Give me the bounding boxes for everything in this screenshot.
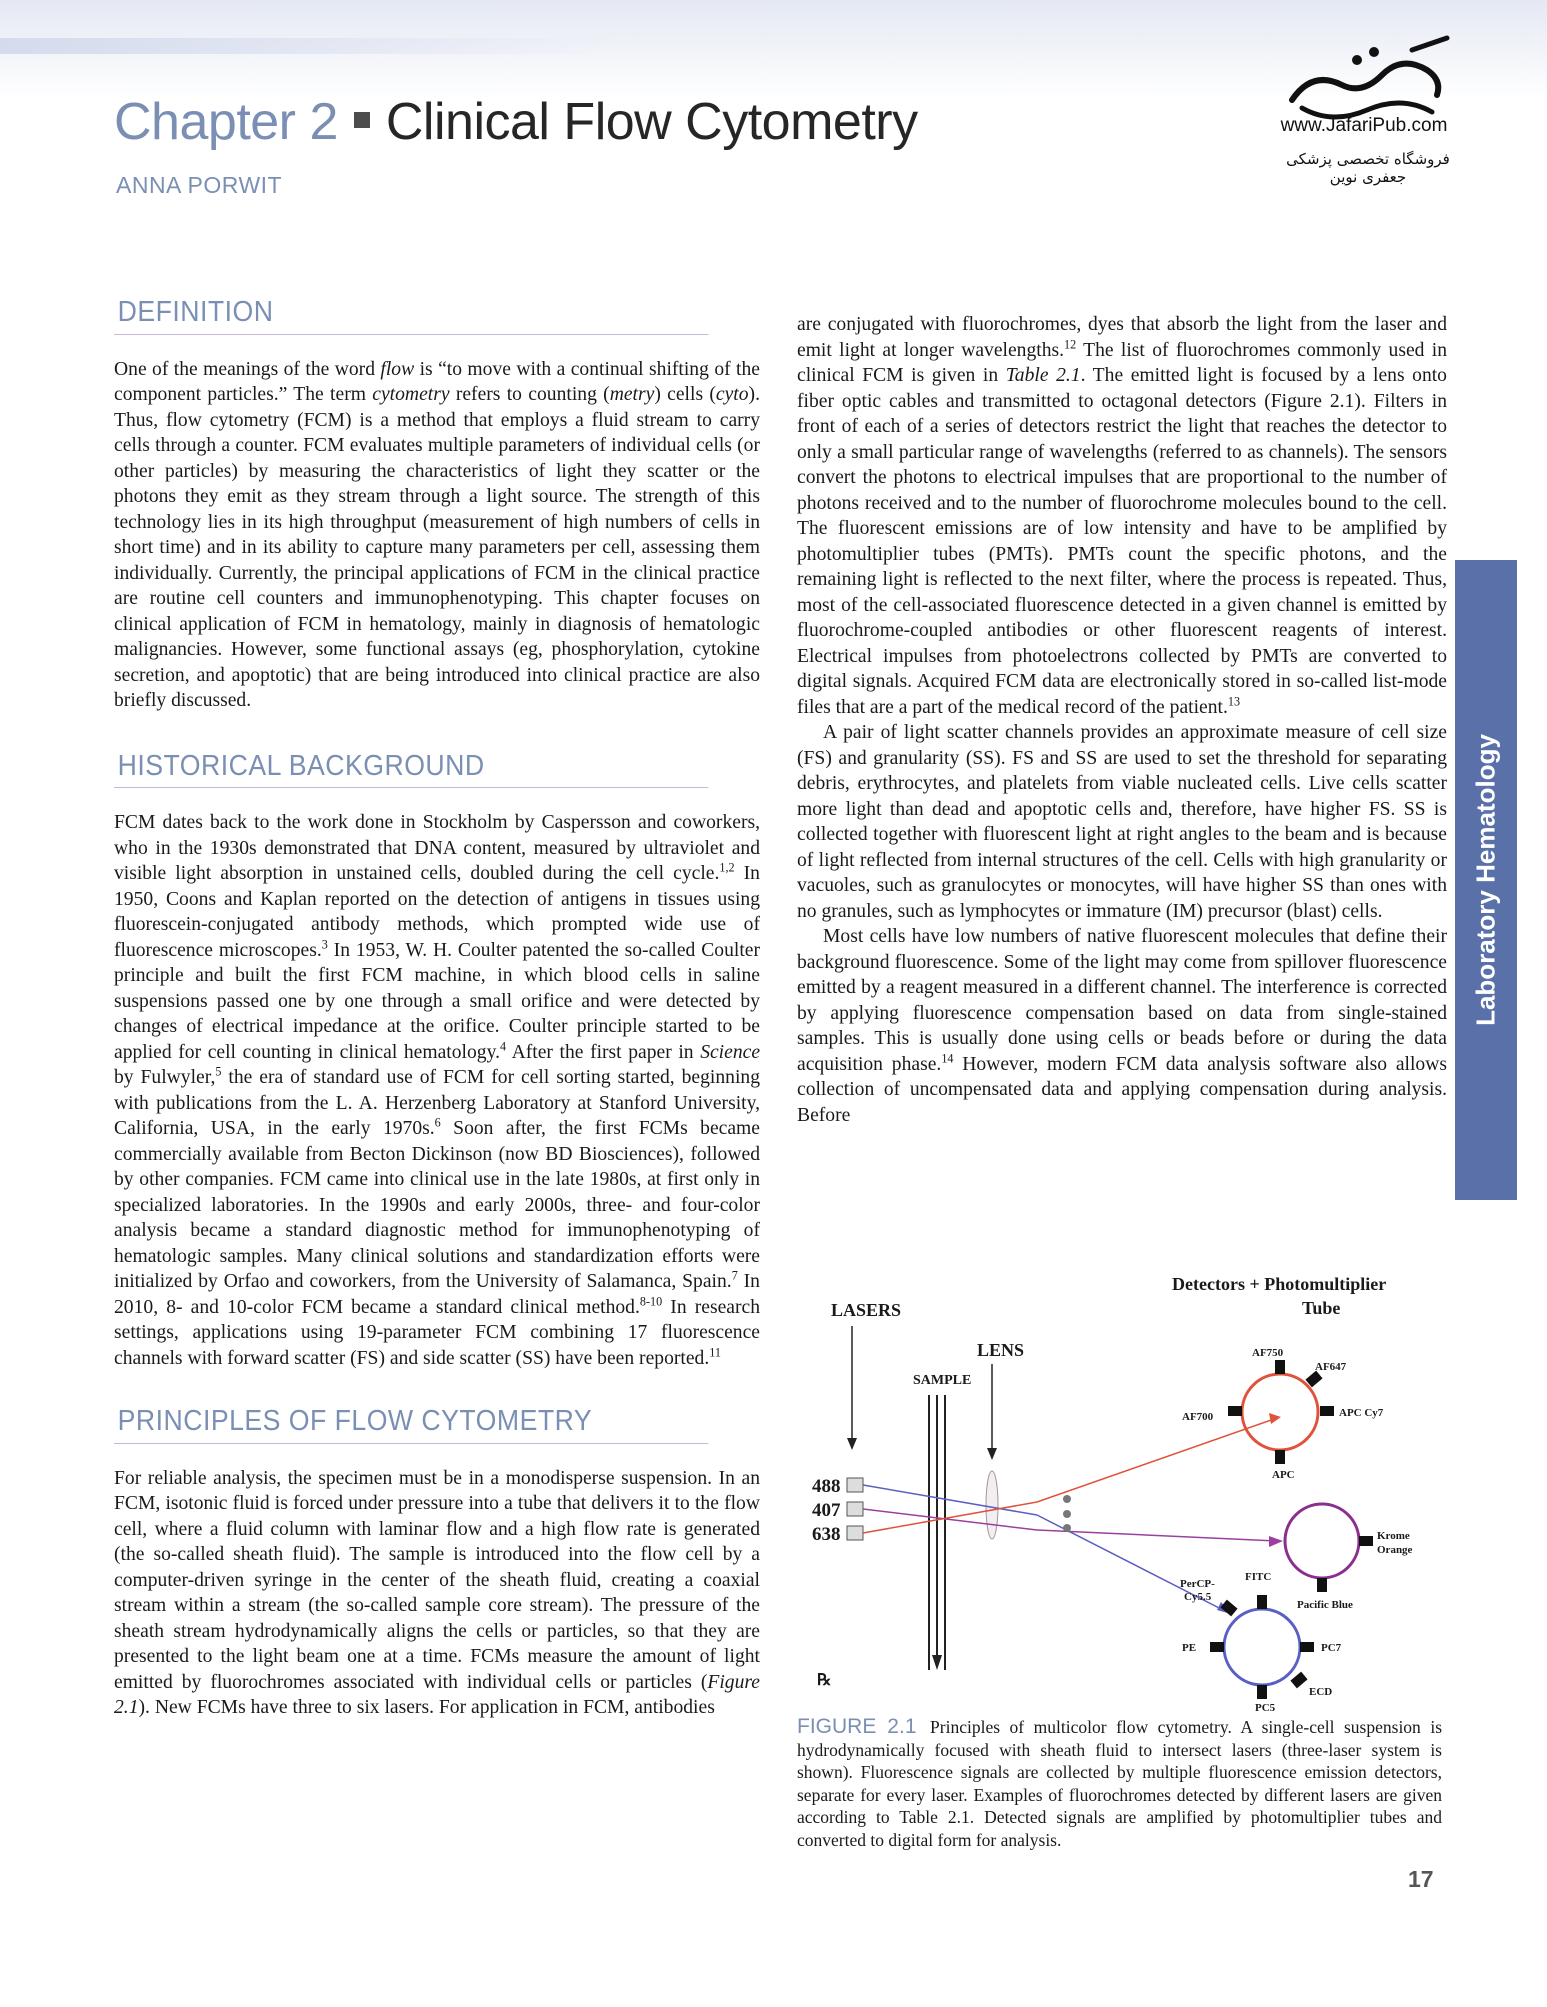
laser-488-label: 488: [812, 1476, 841, 1497]
sample-label: SAMPLE: [913, 1373, 972, 1388]
detector-ecd: ECD: [1309, 1686, 1333, 1698]
detector-cy55: Cy5.5: [1184, 1591, 1212, 1603]
detector-af700: AF700: [1182, 1411, 1214, 1423]
paragraph-definition: One of the meanings of the word flow is “to move with a continual shifting of the component particles.” The term cytometry refers to counting (metry) cells (cyto). Thus, flow cytometry (FCM) is a method that employs a fluid stream to carry cells through a counter. FCM evaluates multiple parameters of individual cells (or other particles) by measuring the characteristics of light they scatter or the photons they emit as they stream through a light source. The strength of this technology lies in its high throughput (measurement of high numbers of cells in short time) and in its ability to capture many parameters per cell, assessing them individually. Currently, the principal applications of FCM in the clinical practice are routine cell counters and immunophenotyping. This chapter focuses on clinical application of FCM in hematology, mainly in diagnosis of hematologic malignancies. However, some functional assays (eg, phosphorylation, cytokine secretion, and apoptotic) that are being introduced into clinical practice are also briefly discussed.: [114, 358, 760, 711]
lasers-label: LASERS: [831, 1300, 902, 1320]
figure-caption-text: Principles of multicolor flow cytometry. A single-cell suspension is hydrodynamically focused with sheath fluid to intersect lasers (three-laser system is shown). Fluorescence signals are collected by multiple fluorescence emission detectors, separate for every laser. Examples of fluorochromes detected by different lasers are given according to Table 2.1. Detected signals are amplified by photomultiplier tubes and converted to digital form for analysis.: [797, 1717, 1443, 1850]
detector-af750: AF750: [1252, 1347, 1284, 1359]
paragraph-right-3: Most cells have low numbers of native fluorescent molecules that define their background fluorescence. Some of the light may come from spillover fluorescence emitted by a reagent measured in a different channel. The interference is corrected by applying fluorescence compensation based on data from single-stained samples. This is usually done using cells or beads before or during the data acquisition phase.$^{14}$ However, modern FCM data analysis software also allows collection of uncompensated data and applying compensation during analysis. Before: [797, 926, 1448, 1126]
figure-caption: [797, 1716, 1442, 1851]
chapter-label: Chapter 2: [114, 93, 338, 151]
laser-407-label: 407: [812, 1500, 841, 1521]
detector-af647: AF647: [1315, 1361, 1347, 1373]
detectors-label-line2: Tube: [1302, 1298, 1341, 1318]
detector-pe: PE: [1182, 1642, 1197, 1654]
detector-orange: Orange: [1377, 1544, 1413, 1556]
detector-pc5: PC5: [1255, 1702, 1276, 1714]
author-name: ANNA PORWIT: [116, 172, 283, 198]
detector-fitc: FITC: [1245, 1571, 1272, 1583]
rx-symbol: ℞: [817, 1672, 832, 1689]
detector-pacific-blue: Pacific Blue: [1297, 1599, 1353, 1611]
section-heading-definition: DEFINITION: [114, 300, 708, 335]
laser-488-box: [847, 1478, 863, 1492]
publisher-tagline: فروشگاه تخصصی پزشکی جعفری نوین: [1286, 150, 1450, 186]
figure-caption-label: FIGURE 2.1: [797, 1715, 917, 1738]
paragraph-historical: FCM dates back to the work done in Stockholm by Caspersson and coworkers, who in the 1930s demonstrated that DNA content, measured by ultraviolet and visible light absorption in unstained cells, doubled during the cell cycle.$^{1,2}$ In 1950, Coons and Kaplan reported on the detection of antigens in tissues using fluorescein-conjugated antibody methods, which prompted wide use of fluorescence microscopes.$^3$ In 1953, W. H. Coulter patented the so-called Coulter principle and built the first FCM machine, in which blood cells in saline suspensions passed one by one through a small orifice and were detected by changes of electrical impedance at the orifice. Coulter principle started to be applied for cell counting in clinical hematology.$^4$ After the first paper in Science by Fulwyler,$^5$ the era of standard use of FCM for cell sorting started, beginning with publications from the L. A. Herzenberg Laboratory at Stanford University, California, USA, in the early 1970s.$^6$ Soon after, the first FCMs became commercially available from Becton Dickinson (now BD Biosciences), followed by other companies. FCM came into clinical use in the late 1980s, at first only in specialized laboratories. In the 1990s and early 2000s, three- and four-color analysis became a standard diagnostic method for immunophenotyping of hematologic samples. Many clinical solutions and standardization efforts were initialized by Orfao and coworkers, from the University of Salamanca, Spain.$^7$ In 2010, 8- and 10-color FCM became a standard clinical method.$^{8-10}$ In research settings, applications using 19-parameter FCM combining 17 fluorescence channels with forward scatter (FS) and side scatter (SS) have been reported.$^{11}$: [114, 812, 761, 1369]
right-column: [797, 300, 1447, 1128]
detector-apc-cy7: APC Cy7: [1339, 1407, 1384, 1419]
detectors-label-line1: Detectors + Photomultiplier: [1172, 1274, 1387, 1294]
laser-638-box: [847, 1526, 863, 1540]
paragraph-right-2: A pair of light scatter channels provides an approximate measure of cell size (FS) and granularity (SS). FS and SS are used to set the threshold for separating debris, erythrocytes, and platelets from viable nucleated cells. Live cells scatter more light than dead and apoptotic cells and, therefore, have higher FS. SS is collected together with fluorescent light at right angles to the beam and is because of light reflected from internal structures of the cell. Cells with high granularity or vacuoles, such as granulocytes or monocytes, will have higher SS than ones with no granules, such as lymphocytes or immature (IM) precursor (blast) cells.: [797, 722, 1447, 922]
page-number: 17: [1408, 1866, 1434, 1892]
lens-label: LENS: [977, 1340, 1025, 1360]
paragraph-right-1: are conjugated with fluorochromes, dyes that absorb the light from the laser and emit light at longer wavelengths.$^{12}$ The list of fluorochromes commonly used in clinical FCM is given in Table 2.1. The emitted light is focused by a lens onto fiber optic cables and transmitted to octagonal detectors (Figure 2.1). Filters in front of each of a series of detectors restrict the light that reaches the detector to only a small particular range of wavelengths (referred to as channels). The sensors convert the photons to electrical impulses that are proportional to the number of photons received and to the number of fluorochrome molecules bound to the cell. The fluorescent emissions are of low intensity and have to be amplified by photomultiplier tubes (PMTs). PMTs count the specific photons, and the remaining light is reflected to the next filter, where the process is repeated. Thus, most of the cell-associated fluorescence detected in a given channel is emitted by fluorochrome-coupled antibodies or other fluorescent reagents of interest. Electrical impulses from photoelectrons collected by PMTs are converted to digital signals. Acquired FCM data are electronically stored in so-called list-mode files that are a part of the medical record of the patient.$^{13}$: [797, 314, 1447, 718]
laser-638-label: 638: [812, 1524, 841, 1545]
chapter-name: Clinical Flow Cytometry: [385, 93, 918, 151]
title-square-icon: [354, 112, 370, 128]
figure-2-1-diagram: [797, 1260, 1447, 1714]
sidebar-tab: [1455, 560, 1517, 1200]
detector-percp: PerCP-: [1180, 1578, 1215, 1590]
sidebar-label: Laboratory Hematology: [1470, 734, 1501, 1026]
section-heading-principles: PRINCIPLES OF FLOW CYTOMETRY: [114, 1409, 708, 1444]
left-column: [114, 296, 761, 1721]
detector-pc7: PC7: [1321, 1642, 1342, 1654]
publisher-url: www.JafariPub.com: [1280, 115, 1448, 136]
section-heading-historical: HISTORICAL BACKGROUND: [114, 754, 708, 789]
paragraph-principles: For reliable analysis, the specimen must be in a monodisperse suspension. In an FCM, isotonic fluid is forced under pressure into a tube that delivers it to the flow cell, where a fluid column with laminar flow and a high flow rate is generated (the so-called sheath fluid). The sample is introduced into the flow cell by a computer-driven syringe in the center of the sheath fluid, creating a coaxial stream within a stream (the so-called sample core stream). The pressure of the sheath stream hydrodynamically aligns the cells or particles, so that they are presented to the light beam one at a time. FCMs measure the amount of light emitted by fluorochromes associated with individual cells or particles (Figure 2.1). New FCMs have three to six lasers. For application in FCM, antibodies: [114, 1467, 760, 1718]
laser-407-box: [847, 1502, 863, 1516]
detector-apc: APC: [1272, 1469, 1295, 1481]
chapter-title: [114, 92, 918, 152]
detector-krome: Krome: [1377, 1530, 1410, 1542]
